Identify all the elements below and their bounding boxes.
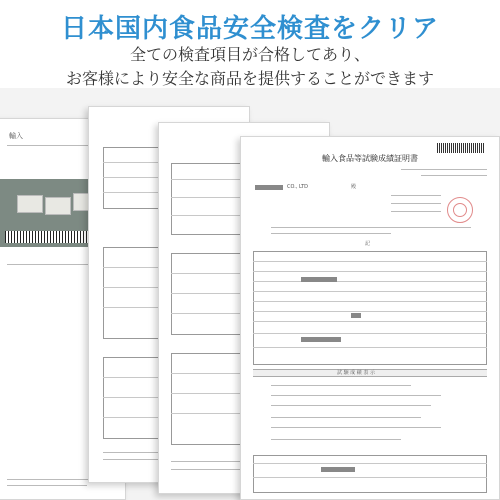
document-1-heading: 輸入 xyxy=(9,132,23,140)
recipient-name: CO., LTD xyxy=(287,184,308,190)
page-title: 日本国内食品安全検査をクリア xyxy=(60,14,439,44)
barcode-icon xyxy=(437,143,485,153)
subtitle-line-1: 全ての検査項目が合格してあり、 xyxy=(129,45,370,64)
certificate-title: 輸入食品等試験成績証明書 xyxy=(322,154,418,163)
results-label: 試 験 成 績 表 示 xyxy=(337,370,375,376)
documents-photo xyxy=(0,88,500,500)
section-label: 記 xyxy=(365,241,371,247)
subtitle-line-2: お客様により安全な商品を提供することができます xyxy=(65,69,434,88)
recipient-honorific: 殿 xyxy=(351,184,357,190)
document-certificate xyxy=(240,136,500,500)
